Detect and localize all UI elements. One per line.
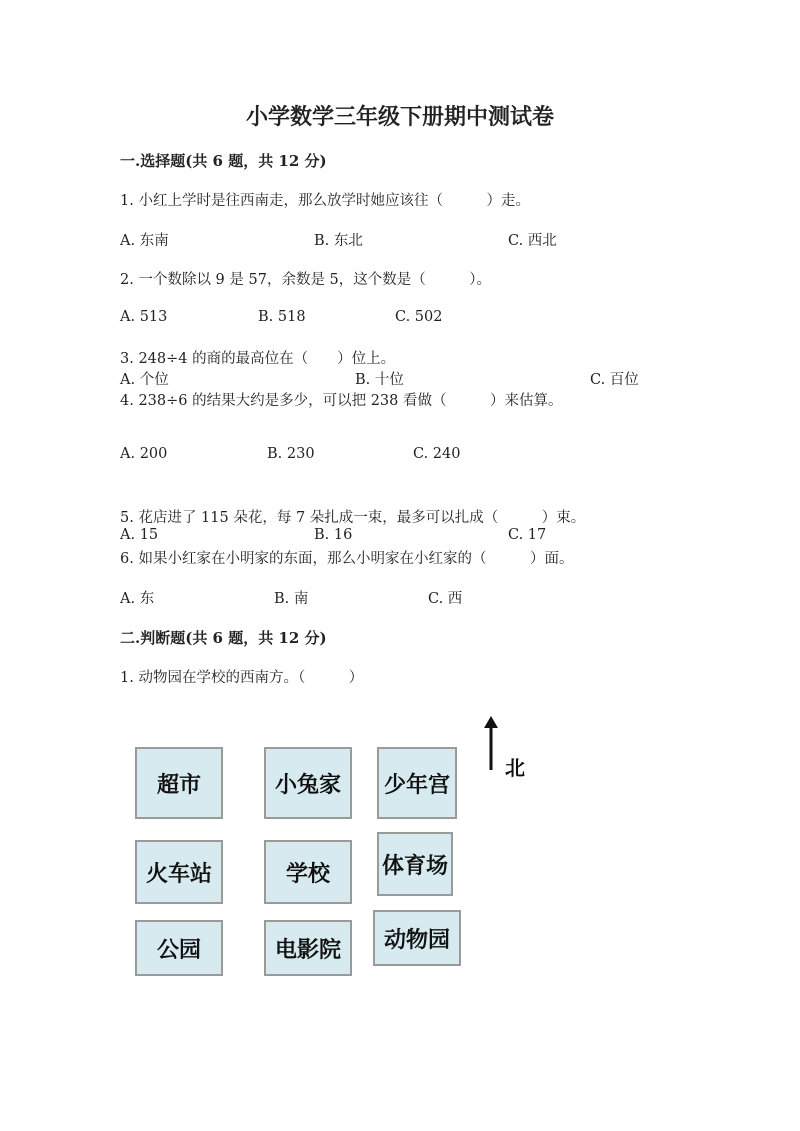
north-arrow-icon: [480, 716, 502, 772]
north-label: 北: [505, 756, 525, 780]
q3-option-c: C. 百位: [590, 372, 639, 388]
q5-option-c: C. 17: [508, 527, 547, 543]
map-place-rabbit-home: 小兔家: [264, 747, 352, 819]
map-place-youth-palace: 少年宫: [377, 747, 457, 819]
page-title: 小学数学三年级下册期中测试卷: [245, 104, 554, 130]
q1-option-c: C. 西北: [508, 233, 557, 249]
question-3-text: 3. 248÷4 的商的最高位在（ ）位上。: [120, 351, 396, 367]
q2-option-c: C. 502: [395, 309, 443, 325]
question-4-text: 4. 238÷6 的结果大约是多少，可以把 238 看做（ ）来估算。: [120, 393, 563, 409]
q1-option-b: B. 东北: [314, 233, 363, 249]
question-6-text: 6. 如果小红家在小明家的东面，那么小明家在小红家的（ ）面。: [120, 551, 574, 567]
q6-option-c: C. 西: [428, 591, 463, 607]
map-place-supermarket: 超市: [135, 747, 223, 819]
map-place-park: 公园: [135, 920, 223, 976]
q6-option-b: B. 南: [274, 591, 309, 607]
map-place-stadium: 体育场: [377, 832, 453, 896]
q2-option-b: B. 518: [258, 309, 306, 325]
map-place-train-station: 火车站: [135, 840, 223, 904]
section-heading-judge: 二.判断题(共 6 题，共 12 分): [120, 629, 327, 647]
q3-option-a: A. 个位: [120, 372, 169, 388]
q5-option-a: A. 15: [120, 527, 159, 543]
q4-option-b: B. 230: [267, 446, 315, 462]
q3-option-b: B. 十位: [355, 372, 404, 388]
q5-option-b: B. 16: [314, 527, 353, 543]
map-place-cinema: 电影院: [264, 920, 352, 976]
q1-option-a: A. 东南: [120, 233, 169, 249]
question-5-text: 5. 花店进了 115 朵花，每 7 朵扎成一束，最多可以扎成（ ）束。: [120, 510, 586, 526]
question-1-text: 1. 小红上学时是往西南走，那么放学时她应该往（ ）走。: [120, 193, 530, 209]
q6-option-a: A. 东: [120, 591, 155, 607]
judge-question-1-text: 1. 动物园在学校的西南方。（ ）: [120, 670, 364, 686]
q4-option-c: C. 240: [413, 446, 461, 462]
section-heading-choice: 一.选择题(共 6 题，共 12 分): [120, 152, 327, 170]
map-place-school: 学校: [264, 840, 352, 904]
question-2-text: 2. 一个数除以 9 是 57，余数是 5，这个数是（ ）。: [120, 272, 492, 288]
q4-option-a: A. 200: [120, 446, 168, 462]
map-place-zoo: 动物园: [373, 910, 461, 966]
q2-option-a: A. 513: [120, 309, 168, 325]
